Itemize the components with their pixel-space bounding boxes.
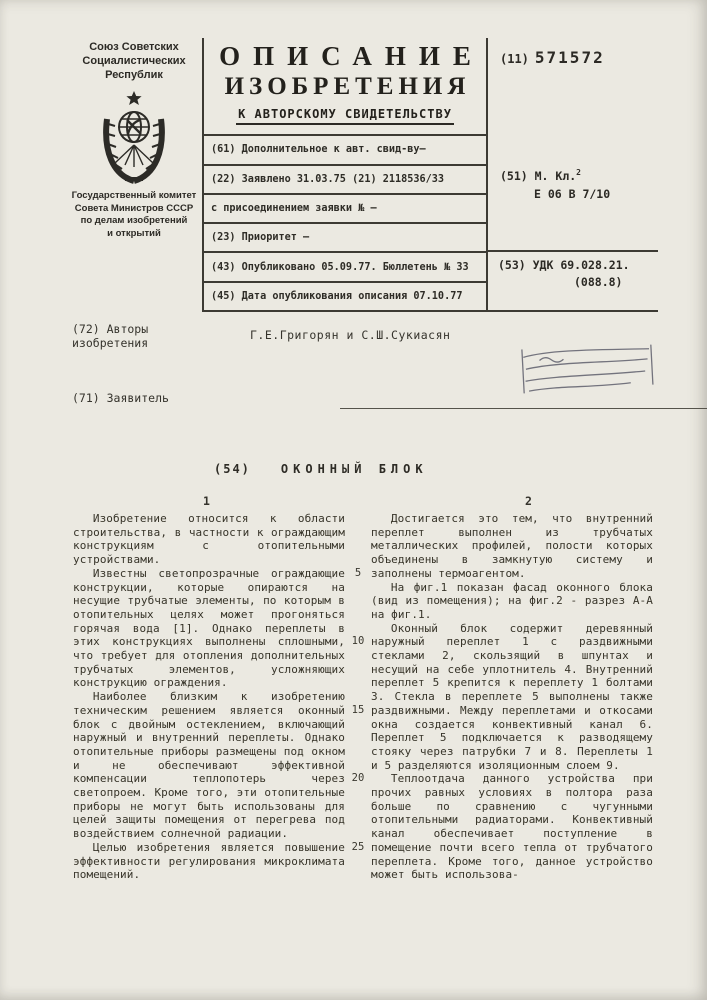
- invention-title-text: ОКОННЫЙ БЛОК: [280, 462, 428, 476]
- paragraph: Целью изобретения является повышение эффективности регулирования микроклимата помещений.: [73, 840, 345, 882]
- authors-label: (72) Авторы изобретения: [72, 322, 149, 350]
- registration-stamp-icon: [519, 337, 657, 402]
- field-additional-to-certificate: (61) Дополнительное к авт. свид-ву—: [204, 134, 486, 163]
- paragraph: Теплоотдача данного устройства при прочих равных условиях в полтора раза больше по сравнению с чугунными отопительными радиаторами. Конвективный канал обеспечивает поступление в помещение почти всего тепла от трубчатого переплета. Кроме того, данное устройство может быть использова-: [371, 772, 653, 882]
- invention-title: [214, 462, 428, 476]
- union-name: Союз Советских Социалистических Республик: [82, 41, 186, 81]
- ipc-class-superscript: 2: [576, 168, 581, 177]
- applicant-label: (71) Заявитель: [72, 391, 169, 405]
- title-izobreteniya: ИЗОБРЕТЕНИЯ: [224, 73, 471, 100]
- paragraph: Достигается это тем, что внутренний переплет выполнен из трубчатых металлических профилей, полости которых объединены в замкнутую систему и заполнены термоагентом.: [371, 512, 653, 580]
- ipc-class-code: (51) М. Кл.: [500, 168, 577, 183]
- description-body: [73, 492, 653, 882]
- byline-section: [70, 312, 707, 416]
- issuing-authority-block: [70, 38, 202, 312]
- field-published: (43) Опубликовано 05.09.77. Бюллетень № 33: [204, 251, 486, 280]
- line-number: 15: [351, 704, 365, 716]
- ussr-coat-of-arms-icon: [95, 89, 173, 185]
- document-number: [500, 48, 605, 67]
- paragraph: Оконный блок содержит деревянный наружный переплет 1 с раздвижными стеклами 2, скользящий в шпунтах и несущий на себе уплотнитель 4. Внутренний переплет 5 крепится к переплету 1 болтами 3. Стекла в переплете 5 выполнены также раздвижными. Между переплетами и откосами окна создается конвективный канал 6. Переплет 5 подключается к разводящему стояку через патрубки 7 и 8. Переплеты 1 и 5 разделяются изоляционным слоем 9.: [371, 621, 653, 772]
- udk-value-2: (088.8): [574, 275, 623, 289]
- document-type-title: [204, 38, 486, 134]
- column-number-1: 1: [203, 494, 210, 508]
- title-opisanie: ОПИСАНИЕ: [219, 41, 484, 71]
- paragraph: На фиг.1 показан фасад оконного блока (вид из помещения); на фиг.2 - разрез А-А на фиг.1.: [371, 580, 653, 621]
- certificate-subtitle: К АВТОРСКОМУ СВИДЕТЕЛЬСТВУ: [236, 107, 454, 125]
- authors-names: Г.Е.Григорян и С.Ш.Сукиасян: [250, 328, 451, 342]
- patent-header: [70, 38, 658, 312]
- state-committee-name: Государственный комитет Совета Министров СССР по делам изобретений и открытий: [71, 190, 197, 239]
- udk-number: [488, 250, 658, 289]
- line-number: 5: [354, 567, 362, 579]
- body-column-right: [371, 512, 653, 882]
- field-joined-application: с присоединением заявки № —: [204, 193, 486, 222]
- column-number-2: 2: [525, 494, 532, 508]
- ipc-class-value: Е 06 В 7/10: [534, 186, 611, 201]
- line-number: 10: [351, 635, 365, 647]
- description-block: [202, 38, 488, 312]
- ipc-class: [500, 168, 610, 201]
- udk-value: 69.028.21.: [560, 258, 630, 272]
- field-description-published: (45) Дата опубликования описания 07.10.77: [204, 281, 486, 310]
- invention-title-code: (54): [214, 462, 251, 476]
- paragraph: Известны светопрозрачные ограждающие конструкции, которые опираются на несущие трубчатые элементы, по которым в отопительных целях может прогоняться горячая вода [1]. Однако переплеты в этих конструкциях выполнены сплошными, что требует для отопления дополнительных трубчатых элементов, усложняющих конструкцию ограждения.: [73, 566, 345, 690]
- udk-code: (53) УДК: [498, 258, 554, 272]
- horizontal-rule: [340, 408, 707, 409]
- document-number-code: (11): [500, 52, 529, 66]
- body-column-left: [73, 512, 345, 882]
- field-application-filed: (22) Заявлено 31.03.75 (21) 2118536/33: [204, 164, 486, 193]
- line-number: 25: [351, 841, 365, 853]
- document-number-value: 571572: [534, 48, 605, 67]
- line-number: 20: [351, 772, 365, 784]
- field-priority: (23) Приоритет —: [204, 222, 486, 251]
- paragraph: Изобретение относится к области строительства, в частности к ограждающим конструкциям с отопительными устройствами.: [73, 512, 345, 567]
- paragraph: Наиболее близким к изобретению техническим решением является оконный блок с двойным остеклением, включающий наружный и внутренний переплеты. Однако отопительные приборы размещены под окном и не обеспечивают эффективной компенсации теплопотерь через светопроем. Кроме того, эти отопительные приборы не могут быть использованы для целей защиты помещения от перегрева под воздействием солнечной радиации.: [73, 690, 345, 841]
- classification-block: [488, 38, 658, 312]
